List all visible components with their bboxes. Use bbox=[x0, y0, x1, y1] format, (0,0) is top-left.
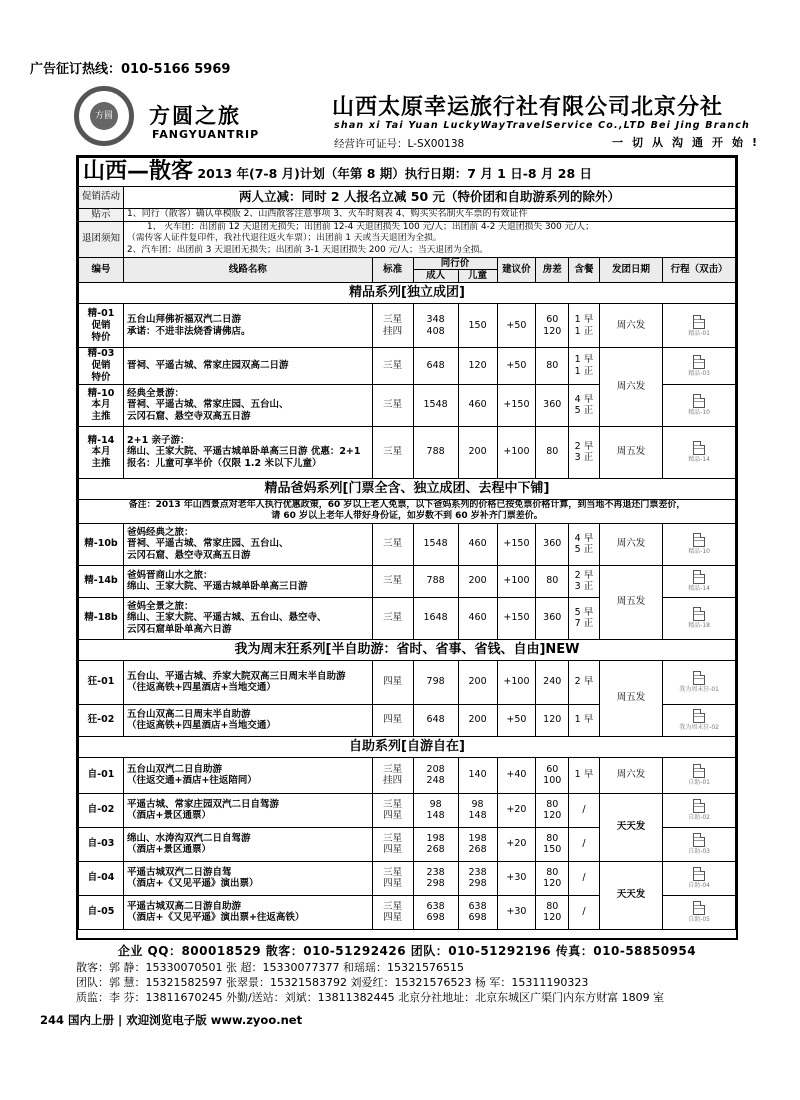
brand-en: FANGYUANTRIP bbox=[152, 128, 260, 141]
page-footer: 244 国内上册 | 欢迎浏览电子版 www.zyoo.net bbox=[40, 1013, 303, 1027]
itinerary-doc[interactable] bbox=[663, 597, 736, 639]
tour-name: 五台山双汽二日自助游 （往返交通+酒店+往返陪同） bbox=[124, 757, 373, 793]
child-price: 460 bbox=[458, 384, 497, 426]
section-title: 精品系列[独立成团] bbox=[79, 283, 736, 304]
suggested-price: +50 bbox=[497, 348, 536, 385]
document-icon[interactable] bbox=[693, 355, 705, 369]
document-icon[interactable] bbox=[693, 709, 705, 723]
room-diff: 80 bbox=[536, 565, 569, 597]
tour-code: 自-05 bbox=[79, 895, 124, 929]
document-icon[interactable] bbox=[693, 833, 705, 847]
tour-standard: 三星 bbox=[372, 565, 413, 597]
adult-price: 1648 bbox=[413, 597, 458, 639]
tour-code: 自-04 bbox=[79, 861, 124, 895]
meals: 1 早 1 正 bbox=[569, 304, 600, 348]
tour-row bbox=[79, 861, 736, 895]
tour-row bbox=[79, 660, 736, 704]
suggested-price: +30 bbox=[497, 861, 536, 895]
depart-date: 周六发 bbox=[599, 348, 662, 427]
tour-name: 2+1 亲子游： 绵山、王家大院、平遥古城单卧单高三日游 优惠：2+1 报名：儿童可享半价（仅限 1.2 米以下儿童） bbox=[124, 426, 373, 478]
doc-label: 精品-14 bbox=[688, 456, 711, 464]
col-child: 儿童 bbox=[458, 270, 497, 283]
tour-code: 自-03 bbox=[79, 827, 124, 861]
tour-standard: 三星 四星 bbox=[372, 793, 413, 827]
child-price: 200 bbox=[458, 426, 497, 478]
room-diff: 80 120 bbox=[536, 793, 569, 827]
license-number: 经营许可证号：L-SX00138 bbox=[334, 138, 465, 150]
page-title bbox=[79, 158, 736, 187]
tour-name: 五台山拜佛祈福双汽二日游 承诺：不进非法烧香请佛店。 bbox=[124, 304, 373, 348]
col-price: 同行价 bbox=[413, 257, 497, 270]
document-icon[interactable] bbox=[693, 441, 705, 455]
tour-row bbox=[79, 426, 736, 478]
room-diff: 60 100 bbox=[536, 757, 569, 793]
col-itin: 行程（双击） bbox=[663, 257, 736, 283]
document-icon[interactable] bbox=[693, 867, 705, 881]
tour-code: 精-14b bbox=[79, 565, 124, 597]
tips-text: 1、同行（散客）确认单模版 2、山西散客注意事项 3、火车时刻表 4、购买实名制火车票的有效证件 bbox=[124, 208, 736, 221]
suggested-price: +20 bbox=[497, 793, 536, 827]
meals: 2 早 3 正 bbox=[569, 565, 600, 597]
tour-standard: 四星 bbox=[372, 704, 413, 736]
tour-name: 爸妈经典之旅： 晋祠、平遥古城、常家庄园、五台山、 云冈石窟、悬空寺双高五日游 bbox=[124, 523, 373, 565]
child-price: 140 bbox=[458, 757, 497, 793]
document-icon[interactable] bbox=[693, 764, 705, 778]
suggested-price: +100 bbox=[497, 426, 536, 478]
ad-hotline: 广告征订热线：010-5166 5969 bbox=[30, 62, 231, 77]
meals: 1 早 bbox=[569, 757, 600, 793]
doc-label: 精品-03 bbox=[688, 369, 711, 377]
document-icon[interactable] bbox=[693, 570, 705, 584]
room-diff: 80 bbox=[536, 348, 569, 385]
doc-label: 自助-01 bbox=[688, 779, 711, 787]
adult-price: 788 bbox=[413, 565, 458, 597]
staff-line: 散客：郭 静：15330070501 张 超：15330077377 和瑶瑶：15321576515 bbox=[76, 961, 464, 974]
tour-code: 自-02 bbox=[79, 793, 124, 827]
tour-code: 狂-01 bbox=[79, 660, 124, 704]
tour-name: 五台山、平遥古城、乔家大院双高三日周末半自助游 （往返高铁+四星酒店+当地交通） bbox=[124, 660, 373, 704]
adult-price: 198 268 bbox=[413, 827, 458, 861]
adult-price: 648 bbox=[413, 704, 458, 736]
staff-list bbox=[76, 960, 746, 1005]
tour-name: 爸妈晋商山水之旅： 绵山、王家大院、平遥古城单卧单高三日游 bbox=[124, 565, 373, 597]
child-price: 200 bbox=[458, 660, 497, 704]
tour-standard: 三星 bbox=[372, 384, 413, 426]
slogan: 一切从沟通开始! bbox=[612, 136, 767, 149]
title-sub: 2013 年(7-8 月)计划（年第 8 期）执行日期：7 月 1 日-8 月 28 日 bbox=[193, 166, 593, 181]
suggested-price: +100 bbox=[497, 565, 536, 597]
col-room: 房差 bbox=[536, 257, 569, 283]
document-icon[interactable] bbox=[693, 394, 705, 408]
meals: 4 早 5 正 bbox=[569, 523, 600, 565]
adult-price: 1548 bbox=[413, 384, 458, 426]
refund-line: （需传客人证件复印件，我社代退往返火车票）；出团前 1 天或当天退团为全损。 bbox=[127, 233, 442, 244]
doc-label: 自助-02 bbox=[688, 814, 711, 822]
meals: 2 早 bbox=[569, 660, 600, 704]
tour-code: 精-10 本月 主推 bbox=[79, 384, 124, 426]
meals: / bbox=[569, 861, 600, 895]
suggested-price: +150 bbox=[497, 384, 536, 426]
suggested-price: +20 bbox=[497, 827, 536, 861]
adult-price: 348 408 bbox=[413, 304, 458, 348]
tour-standard: 三星 bbox=[372, 523, 413, 565]
meals: 2 早 3 正 bbox=[569, 426, 600, 478]
meals: 4 早 5 正 bbox=[569, 384, 600, 426]
doc-label: 我为周末狂-02 bbox=[679, 724, 720, 732]
tour-row bbox=[79, 793, 736, 827]
depart-date: 周六发 bbox=[599, 523, 662, 565]
itinerary-doc[interactable] bbox=[663, 827, 736, 861]
col-adult: 成人 bbox=[413, 270, 458, 283]
section-title: 我为周末狂系列[半自助游：省时、省事、省钱、自由]NEW bbox=[79, 639, 736, 660]
child-price: 150 bbox=[458, 304, 497, 348]
doc-label: 自助-05 bbox=[688, 916, 711, 924]
child-price: 198 268 bbox=[458, 827, 497, 861]
document-icon[interactable] bbox=[693, 607, 705, 621]
itinerary-doc[interactable] bbox=[663, 384, 736, 426]
itinerary-doc[interactable] bbox=[663, 565, 736, 597]
doc-label: 精品-10 bbox=[688, 548, 711, 556]
meals: / bbox=[569, 827, 600, 861]
adult-price: 788 bbox=[413, 426, 458, 478]
document-icon[interactable] bbox=[693, 315, 705, 329]
tour-standard: 三星 bbox=[372, 348, 413, 385]
child-price: 98 148 bbox=[458, 793, 497, 827]
logo-text: 方圆 bbox=[90, 102, 118, 130]
depart-date: 周五发 bbox=[599, 565, 662, 639]
refund-label: 退团须知 bbox=[79, 221, 124, 257]
meals: / bbox=[569, 895, 600, 929]
adult-price: 208 248 bbox=[413, 757, 458, 793]
tour-name: 经典全景游： 晋祠、平遥古城、常家庄园、五台山、 云冈石窟、悬空寺双高五日游 bbox=[124, 384, 373, 426]
contact-line: 企业 QQ：800018529 散客：010-51292426 团队：010-51292196 传真：010-58850954 bbox=[117, 944, 697, 958]
tour-row bbox=[79, 304, 736, 348]
room-diff: 80 120 bbox=[536, 895, 569, 929]
company-name-en: shan xi Tai Yuan LuckyWayTravelService Co.,LTD Bei Jing Branch bbox=[334, 120, 751, 131]
child-price: 200 bbox=[458, 704, 497, 736]
itinerary-doc[interactable] bbox=[663, 304, 736, 348]
adult-price: 1548 bbox=[413, 523, 458, 565]
itinerary-doc[interactable] bbox=[663, 793, 736, 827]
col-route: 线路名称 bbox=[124, 257, 373, 283]
col-std: 标准 bbox=[372, 257, 413, 283]
tour-row bbox=[79, 523, 736, 565]
child-price: 200 bbox=[458, 565, 497, 597]
tour-name: 平遥古城、常家庄园双汽二日自驾游 （酒店+景区通票） bbox=[124, 793, 373, 827]
child-price: 460 bbox=[458, 523, 497, 565]
tour-standard: 三星 挂四 bbox=[372, 304, 413, 348]
brand-cn: 方圆之旅 bbox=[149, 103, 241, 128]
suggested-price: +30 bbox=[497, 895, 536, 929]
doc-label: 我为周末狂-01 bbox=[679, 686, 720, 694]
depart-date: 天天发 bbox=[599, 793, 662, 861]
itinerary-doc[interactable] bbox=[663, 426, 736, 478]
room-diff: 360 bbox=[536, 384, 569, 426]
meals: 1 早 bbox=[569, 704, 600, 736]
logo bbox=[74, 86, 134, 146]
adult-price: 238 298 bbox=[413, 861, 458, 895]
refund-line: 2、汽车团：出团前 3 天退团无损失；出团前 3-1 天退团损失 200 元/人；当天退团为全损。 bbox=[127, 244, 489, 255]
document-icon[interactable] bbox=[693, 799, 705, 813]
tour-standard: 三星 四星 bbox=[372, 827, 413, 861]
suggested-price: +50 bbox=[497, 704, 536, 736]
tour-table bbox=[78, 157, 736, 930]
room-diff: 80 150 bbox=[536, 827, 569, 861]
doc-label: 精品-01 bbox=[688, 329, 711, 337]
room-diff: 120 bbox=[536, 704, 569, 736]
room-diff: 60 120 bbox=[536, 304, 569, 348]
depart-date: 天天发 bbox=[599, 861, 662, 929]
doc-label: 精品-14 bbox=[688, 585, 711, 593]
refund-text bbox=[124, 221, 736, 257]
child-price: 238 298 bbox=[458, 861, 497, 895]
tour-table-frame bbox=[76, 155, 738, 940]
note-line: 请 60 岁以上老年人带好身份证，如岁数不到 60 岁补齐门票差价。 bbox=[271, 511, 543, 522]
tour-standard: 三星 bbox=[372, 597, 413, 639]
child-price: 638 698 bbox=[458, 895, 497, 929]
elderly-note bbox=[79, 499, 736, 523]
suggested-price: +40 bbox=[497, 757, 536, 793]
title-main: 山西—散客 bbox=[83, 159, 194, 184]
header bbox=[64, 80, 767, 152]
tour-standard: 三星 四星 bbox=[372, 895, 413, 929]
itinerary-doc[interactable] bbox=[663, 757, 736, 793]
room-diff: 240 bbox=[536, 660, 569, 704]
tips-label: 贴示 bbox=[79, 208, 124, 221]
meals: 1 早 1 正 bbox=[569, 348, 600, 385]
tour-code: 精-03 促销 特价 bbox=[79, 348, 124, 385]
tour-code: 精-01 促销 特价 bbox=[79, 304, 124, 348]
col-code: 编号 bbox=[79, 257, 124, 283]
meals: / bbox=[569, 793, 600, 827]
tour-standard: 三星 bbox=[372, 426, 413, 478]
itinerary-doc[interactable] bbox=[663, 895, 736, 929]
tour-name: 五台山双高二日周末半自助游 （往返高铁+四星酒店+当地交通） bbox=[124, 704, 373, 736]
suggested-price: +100 bbox=[497, 660, 536, 704]
suggested-price: +50 bbox=[497, 304, 536, 348]
document-icon[interactable] bbox=[693, 901, 705, 915]
col-date: 发团日期 bbox=[599, 257, 662, 283]
doc-label: 自助-04 bbox=[688, 882, 711, 890]
tour-row bbox=[79, 565, 736, 597]
section-title: 精品爸妈系列[门票全含、独立成团、去程中下铺] bbox=[79, 478, 736, 499]
refund-line: 1、 火车团：出团前 12 天退团无损失；出团前 12-4 天退团损失 100 元/人；出团前 4-2 天退团损失 300 元/人； bbox=[147, 221, 594, 232]
adult-price: 98 148 bbox=[413, 793, 458, 827]
itinerary-doc[interactable] bbox=[663, 523, 736, 565]
tour-standard: 三星 挂四 bbox=[372, 757, 413, 793]
room-diff: 80 bbox=[536, 426, 569, 478]
document-icon[interactable] bbox=[693, 671, 705, 685]
tour-name: 爸妈全景之旅： 绵山、王家大院、平遥古城、五台山、悬空寺、 云冈石窟单卧单高六日游 bbox=[124, 597, 373, 639]
staff-line: 质监：李 芬：13811670245 外勤/送站：刘斌：13811382445 北京分社地址：北京东城区广渠门内东方财富 1809 室 bbox=[76, 991, 665, 1004]
suggested-price: +150 bbox=[497, 597, 536, 639]
staff-line: 团队：郭 慧：15321582597 张翠景：15321583792 刘爱红：15321576523 杨 军：15311190323 bbox=[76, 976, 589, 989]
document-icon[interactable] bbox=[693, 533, 705, 547]
depart-date: 周五发 bbox=[599, 426, 662, 478]
itinerary-doc[interactable] bbox=[663, 861, 736, 895]
doc-label: 自助-03 bbox=[688, 848, 711, 856]
room-diff: 360 bbox=[536, 597, 569, 639]
depart-date: 周六发 bbox=[599, 304, 662, 348]
meals: 5 早 7 正 bbox=[569, 597, 600, 639]
itinerary-doc[interactable] bbox=[663, 660, 736, 704]
tour-code: 精-18b bbox=[79, 597, 124, 639]
room-diff: 360 bbox=[536, 523, 569, 565]
tour-name: 平遥古城双高二日游自助游 （酒店+《又见平遥》演出票+往返高铁） bbox=[124, 895, 373, 929]
promo-text: 两人立减：同时 2 人报名立减 50 元（特价团和自助游系列的除外） bbox=[124, 186, 736, 208]
suggested-price: +150 bbox=[497, 523, 536, 565]
tour-row bbox=[79, 757, 736, 793]
adult-price: 648 bbox=[413, 348, 458, 385]
child-price: 120 bbox=[458, 348, 497, 385]
tour-code: 狂-02 bbox=[79, 704, 124, 736]
company-name: 山西太原幸运旅行社有限公司北京分社 bbox=[332, 95, 724, 120]
tour-name: 绵山、水涛沟双汽二日自驾游 （酒店+景区通票） bbox=[124, 827, 373, 861]
note-line: 备注：2013 年山西景点对老年人执行优惠政策，60 岁以上老人免票，以下爸妈系列的价格已按免票价格计算，到当地不再退还门票差价， bbox=[128, 500, 686, 511]
itinerary-doc[interactable] bbox=[663, 348, 736, 385]
tour-code: 精-14 本月 主推 bbox=[79, 426, 124, 478]
room-diff: 80 120 bbox=[536, 861, 569, 895]
adult-price: 638 698 bbox=[413, 895, 458, 929]
tour-name: 晋祠、平遥古城、常家庄园双高二日游 bbox=[124, 348, 373, 385]
depart-date: 周六发 bbox=[599, 757, 662, 793]
col-meal: 含餐 bbox=[569, 257, 600, 283]
doc-label: 精品-18 bbox=[688, 622, 711, 630]
tour-code: 精-10b bbox=[79, 523, 124, 565]
depart-date: 周五发 bbox=[599, 660, 662, 736]
tour-row bbox=[79, 348, 736, 385]
col-suggest: 建议价 bbox=[497, 257, 536, 283]
section-title: 自助系列[自游自在] bbox=[79, 736, 736, 757]
doc-label: 精品-10 bbox=[688, 409, 711, 417]
child-price: 460 bbox=[458, 597, 497, 639]
tour-code: 自-01 bbox=[79, 757, 124, 793]
promo-label: 促销活动 bbox=[79, 186, 124, 208]
tour-standard: 三星 四星 bbox=[372, 861, 413, 895]
itinerary-doc[interactable] bbox=[663, 704, 736, 736]
tour-name: 平遥古城双汽二日游自驾 （酒店+《又见平遥》演出票） bbox=[124, 861, 373, 895]
adult-price: 798 bbox=[413, 660, 458, 704]
tour-standard: 四星 bbox=[372, 660, 413, 704]
